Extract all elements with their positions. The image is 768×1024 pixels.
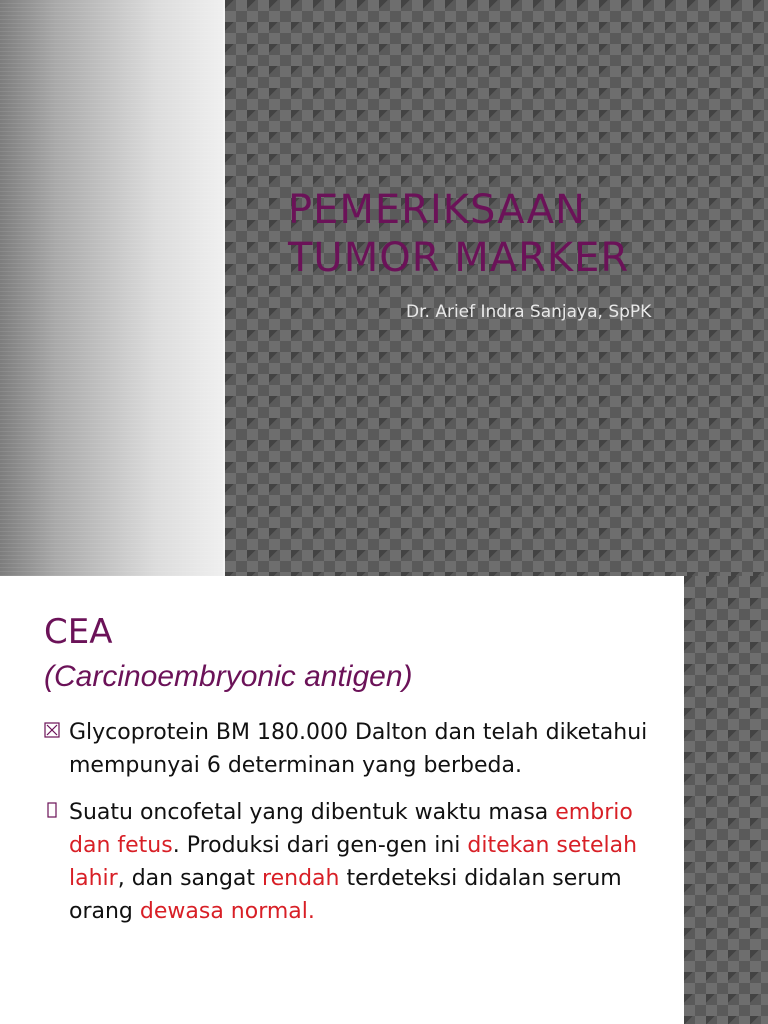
title-line-1: PEMERIKSAAN [288, 187, 586, 233]
boxed-x-icon [44, 722, 60, 738]
title-line-2: TUMOR MARKER [288, 235, 630, 281]
bullet-text: terdeteksi didalan serum orang [69, 866, 622, 924]
highlight-text: embrio dan fetus [69, 800, 633, 858]
highlight-text: rendah [262, 866, 340, 891]
bullet-text: Suatu oncofetal yang dibentuk waktu masa [69, 800, 556, 825]
bullet-text: . Produksi dari gen-gen ini [172, 833, 468, 858]
slide-title [288, 186, 748, 282]
diamond-pattern-background [225, 0, 768, 576]
cea-subheading: (Carcinoembryonic antigen) [44, 660, 413, 693]
list-item [44, 796, 674, 928]
list-item [44, 716, 674, 782]
slide-subtitle: Dr. Arief Indra Sanjaya, SpPK [406, 302, 652, 322]
cea-heading: CEA [44, 612, 113, 652]
bullet-text: Glycoprotein BM 180.000 Dalton dan telah diketahui mempunyai 6 determinan yang berbeda. [69, 720, 648, 778]
bullet-list [44, 716, 674, 942]
diamond-pattern-strip [684, 576, 768, 1024]
highlight-text: ditekan setelah lahir [69, 833, 638, 891]
bullet-text: , dan sangat [117, 866, 263, 891]
box-icon [44, 802, 60, 818]
gradient-panel [0, 0, 225, 576]
highlight-text: dewasa normal. [139, 899, 315, 924]
